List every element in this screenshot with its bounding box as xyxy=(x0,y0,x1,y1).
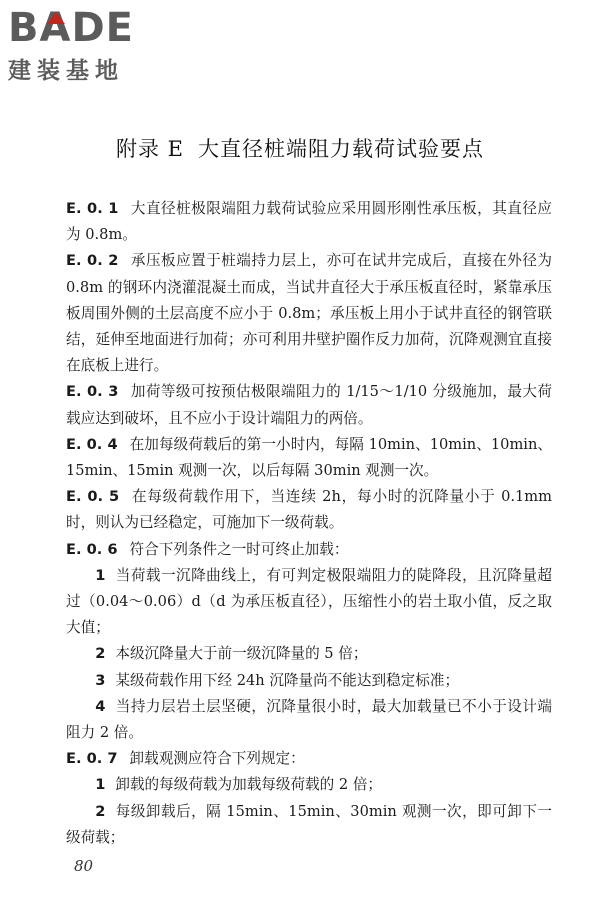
clause-text: 卸载观测应符合下列规定： xyxy=(129,750,305,768)
clause-text: 大直径桩极限端阻力载荷试验应采用圆形刚性承压板，其直径应为 0.8m。 xyxy=(66,200,552,244)
clause-number: E. 0. 6 xyxy=(66,540,118,558)
clause-number: E. 0. 3 xyxy=(66,383,119,401)
appendix-heading: 大直径桩端阻力载荷试验要点 xyxy=(198,137,484,161)
list-item xyxy=(66,799,552,851)
clause-text: 在每级荷载作用下，当连续 2h，每小时的沉降量小于 0.1mm 时，则认为已经稳定，可施加下一级荷载。 xyxy=(66,488,552,532)
clause-text: 加荷等级可按预估极限端阻力的 1/15～1/10 分级施加，最大荷载应达到破坏，且不应小于设计端阻力的两倍。 xyxy=(66,383,552,427)
item-number: 1 xyxy=(95,776,106,794)
clause-number: E. 0. 2 xyxy=(66,252,119,270)
list-item xyxy=(66,563,552,642)
item-number: 2 xyxy=(95,802,106,820)
item-number: 2 xyxy=(95,645,106,663)
item-number: 1 xyxy=(95,566,106,584)
item-text: 卸载的每级荷载为加载每级荷载的 2 倍； xyxy=(115,776,383,794)
clause-e04 xyxy=(66,432,552,484)
logo xyxy=(8,6,178,85)
document-body xyxy=(66,196,552,851)
clause-e06 xyxy=(66,537,552,563)
clause-number: E. 0. 7 xyxy=(66,750,118,768)
appendix-label: 附录 E xyxy=(115,137,184,161)
list-item xyxy=(66,694,552,746)
clause-e05 xyxy=(66,484,552,536)
item-number: 3 xyxy=(95,671,106,689)
item-text: 每级卸载后，隔 15min、15min、30min 观测一次，即可卸下一级荷载； xyxy=(66,802,552,846)
clause-text: 承压板应置于桩端持力层上，亦可在试井完成后，直接在外径为 0.8m 的钢环内浇灌混凝土而成，当试井直径大于承压板直径时，紧靠承压板周围外侧的土层高度不应小于 0.8m；承压板上用小于试井直径的钢管联结，延伸至地面进行加荷；亦可利用井壁护圈作反力加荷，沉降观测宜直接在底板上进行。 xyxy=(66,252,552,375)
item-text: 某级荷载作用下经 24h 沉降量尚不能达到稳定标准； xyxy=(115,671,460,689)
clause-e01 xyxy=(66,196,552,248)
clause-number: E. 0. 4 xyxy=(66,435,118,453)
item-text: 当持力层岩土层坚硬，沉降量很小时，最大加载量已不小于设计端阻力 2 倍。 xyxy=(66,697,552,742)
clause-e02 xyxy=(66,248,552,379)
clause-e03 xyxy=(66,379,552,431)
clause-number: E. 0. 5 xyxy=(66,488,120,506)
item-text: 本级沉降量大于前一级沉降量的 5 倍； xyxy=(115,645,368,663)
clause-number: E. 0. 1 xyxy=(66,200,119,217)
logo-accent-icon xyxy=(47,12,65,24)
clause-text: 符合下列条件之一时可终止加载： xyxy=(129,540,349,558)
page-number: 80 xyxy=(74,857,94,875)
clause-text: 在加每级荷载后的第一小时内，每隔 10min、10min、10min、15min、15min 观测一次，以后每隔 30min 观测一次。 xyxy=(66,435,552,480)
list-item xyxy=(66,641,552,667)
list-item xyxy=(66,668,552,694)
item-text: 当荷载一沉降曲线上，有可判定极限端阻力的陡降段，且沉降量超过（0.04～0.06）d（d 为承压板直径），压缩性小的岩土取小值，反之取大值； xyxy=(66,566,552,637)
logo-wordmark xyxy=(8,6,134,50)
logo-word-text: BADE xyxy=(8,5,134,51)
item-number: 4 xyxy=(95,697,106,715)
list-item xyxy=(66,772,552,798)
clause-e07 xyxy=(66,746,552,772)
appendix-title xyxy=(0,133,600,163)
logo-subtitle: 建装基地 xyxy=(8,58,124,84)
